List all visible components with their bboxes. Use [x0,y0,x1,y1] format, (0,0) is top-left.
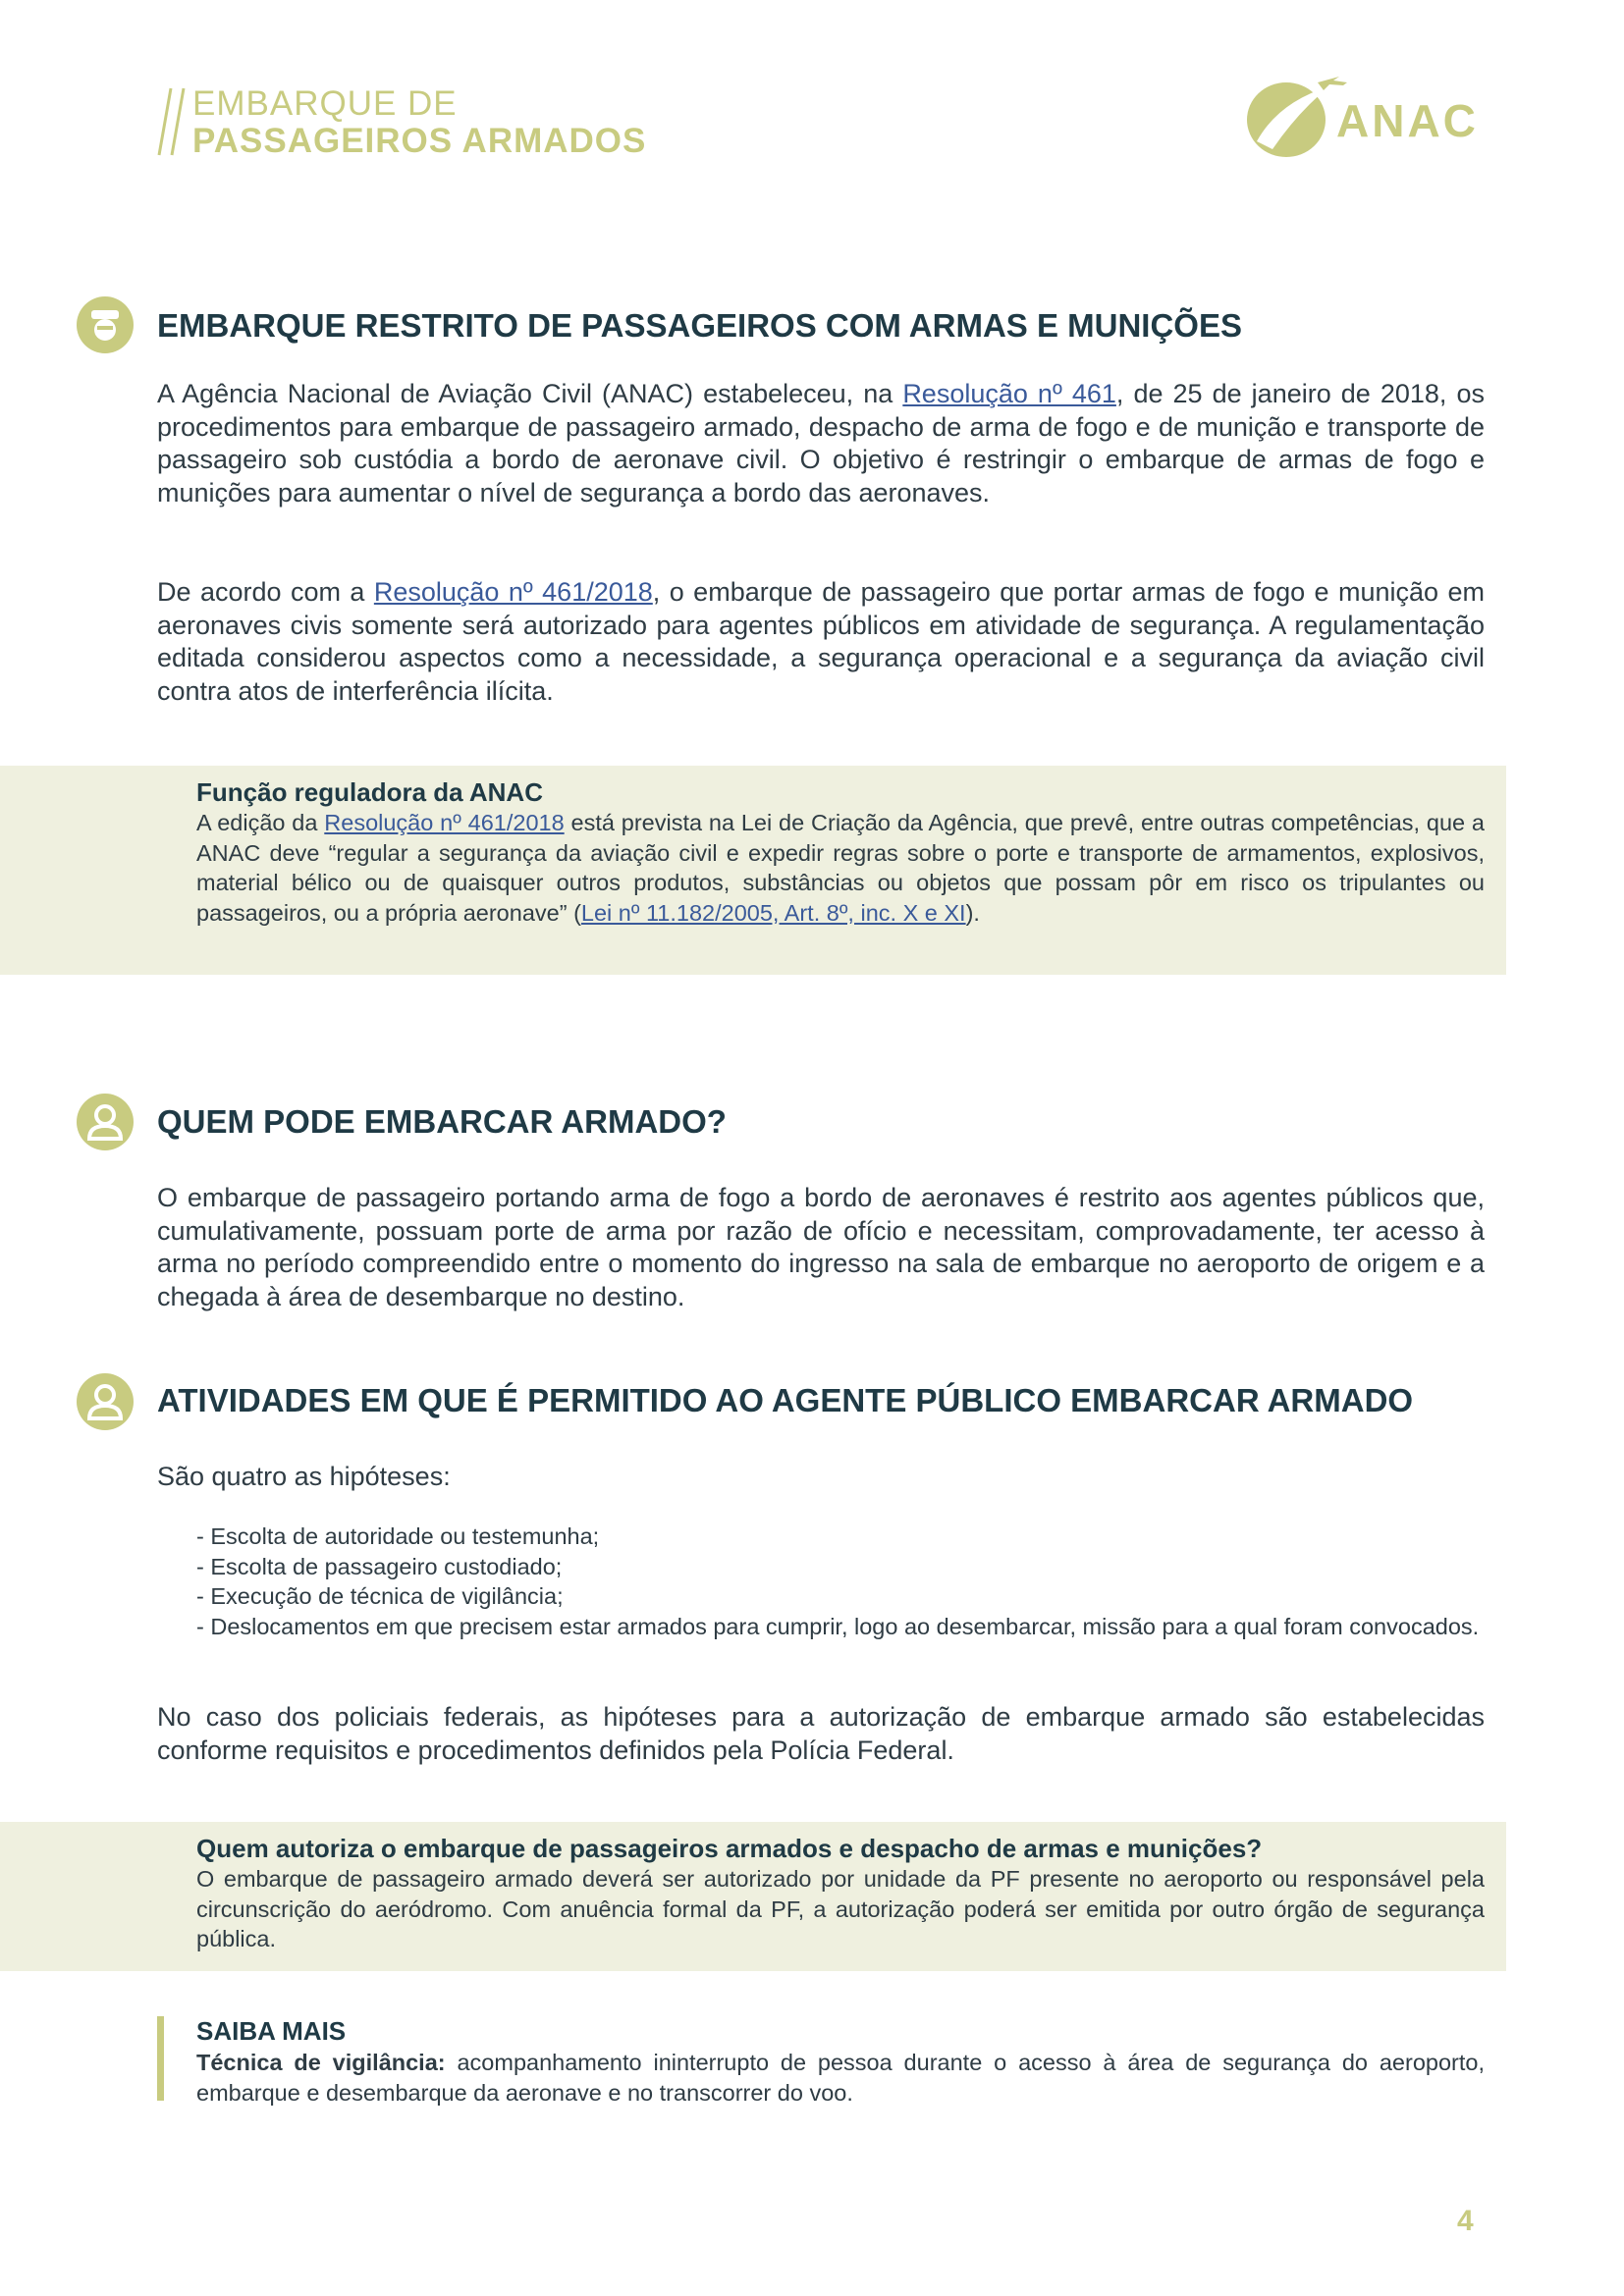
resolucao-461-link[interactable]: Resolução nº 461 [902,379,1116,408]
list-item: - Execução de técnica de vigilância; [196,1583,564,1609]
header-title-line2: PASSAGEIROS ARMADOS [192,122,647,160]
header-slashes [157,86,187,157]
section-title-who-can-board: QUEM PODE EMBARCAR ARMADO? [157,1103,727,1140]
info-box-text: O embarque de passageiro armado deverá ser autorizado por unidade da PF presente no aeroporto ou responsável pela circunscrição do aeródromo. Com anuência formal da PF, a autorização poderá ser emitida por outro órgão de segurança pública. [196,1866,1485,1951]
logo-text: ANAC [1336,95,1479,146]
saiba-mais-accent-bar [157,2016,164,2101]
inspector-icon [77,296,134,353]
section-title-restricted-boarding: EMBARQUE RESTRITO DE PASSAGEIROS COM ARMAS E MUNIÇÕES [157,307,1242,344]
section3-paragraph-2: No caso dos policiais federais, as hipóteses para a autorização de embarque armado são estabelecidas conforme requisitos e procedimentos definidos pela Polícia Federal. [157,1702,1485,1765]
header-title-line1: EMBARQUE DE [192,84,458,123]
section1-paragraph-1: A Agência Nacional de Aviação Civil (ANAC) estabeleceu, na Resolução nº 461, de 25 de janeiro de 2018, os procedimentos para embarque de passageiro armado, despacho de arma de fogo e de munição e transporte de passageiro sob custódia a bordo de aeronave civil. O objetivo é restringir o embarque de armas de fogo e munições para aumentar o nível de segurança a bordo das aeronaves. [157,379,1485,507]
section3-intro: São quatro as hipóteses: [157,1462,451,1491]
saiba-mais-text: Técnica de vigilância: acompanhamento ininterrupto de pessoa durante o acesso à área de segurança do aeroporto, embarque e desembarque da aeronave e no transcorrer do voo. [196,2050,1485,2106]
person-icon [77,1373,134,1430]
person-icon [77,1094,134,1150]
saiba-mais-term: Técnica de vigilância: [196,2050,446,2075]
section1-paragraph-2: De acordo com a Resolução nº 461/2018, o embarque de passageiro que portar armas de fogo e munição em aeronaves civis somente será autorizado para agentes públicos em atividade de segurança. A regulamentação editada considerou aspectos como a necessidade, a segurança operacional e a segurança da aviação civil contra atos de interferência ilícita. [157,577,1485,706]
list-item: - Escolta de autoridade ou testemunha; [196,1523,600,1549]
resolucao-461-2018-link[interactable]: Resolução nº 461/2018 [373,577,653,607]
list-item: - Escolta de passageiro custodiado; [196,1553,563,1579]
section2-paragraph: O embarque de passageiro portando arma de fogo a bordo de aeronaves é restrito aos agentes públicos que, cumulativamente, possuam porte de arma por razão de ofício e necessitam, comprovadamente, ter acesso à arma no período compreendido entre o momento do ingresso na sala de embarque no aeroporto de origem e a chegada à área de desembarque no destino. [157,1183,1485,1311]
page-number: 4 [1457,2205,1474,2237]
info-box-title: Função reguladora da ANAC [196,777,543,807]
resolucao-461-2018-link[interactable]: Resolução nº 461/2018 [324,810,565,835]
list-item: - Deslocamentos em que precisem estar armados para cumprir, logo ao desembarcar, missão para a qual foram convocados. [196,1613,1480,1639]
hypotheses-list [196,1522,1485,1641]
saiba-mais-title: SAIBA MAIS [196,2016,347,2046]
info-box-text: A edição da Resolução nº 461/2018 está prevista na Lei de Criação da Agência, que prevê, entre outras competências, que a ANAC deve “regular a segurança da aviação civil e expedir regras sobre o porte e transporte de armamentos, explosivos, material bélico ou de quaisquer outros produtos, substâncias ou objetos que possam pôr em risco os tripulantes ou passageiros, ou a própria aeronave” (Lei nº 11.182/2005, Art. 8º, inc. X e XI). [196,810,1486,926]
lei-11182-link[interactable]: Lei nº 11.182/2005, Art. 8º, inc. X e XI [580,899,966,926]
info-box-title: Quem autoriza o embarque de passageiros armados e despacho de armas e munições? [196,1834,1263,1863]
section-title-activities: ATIVIDADES EM QUE É PERMITIDO AO AGENTE PÚBLICO EMBARCAR ARMADO [157,1382,1414,1418]
